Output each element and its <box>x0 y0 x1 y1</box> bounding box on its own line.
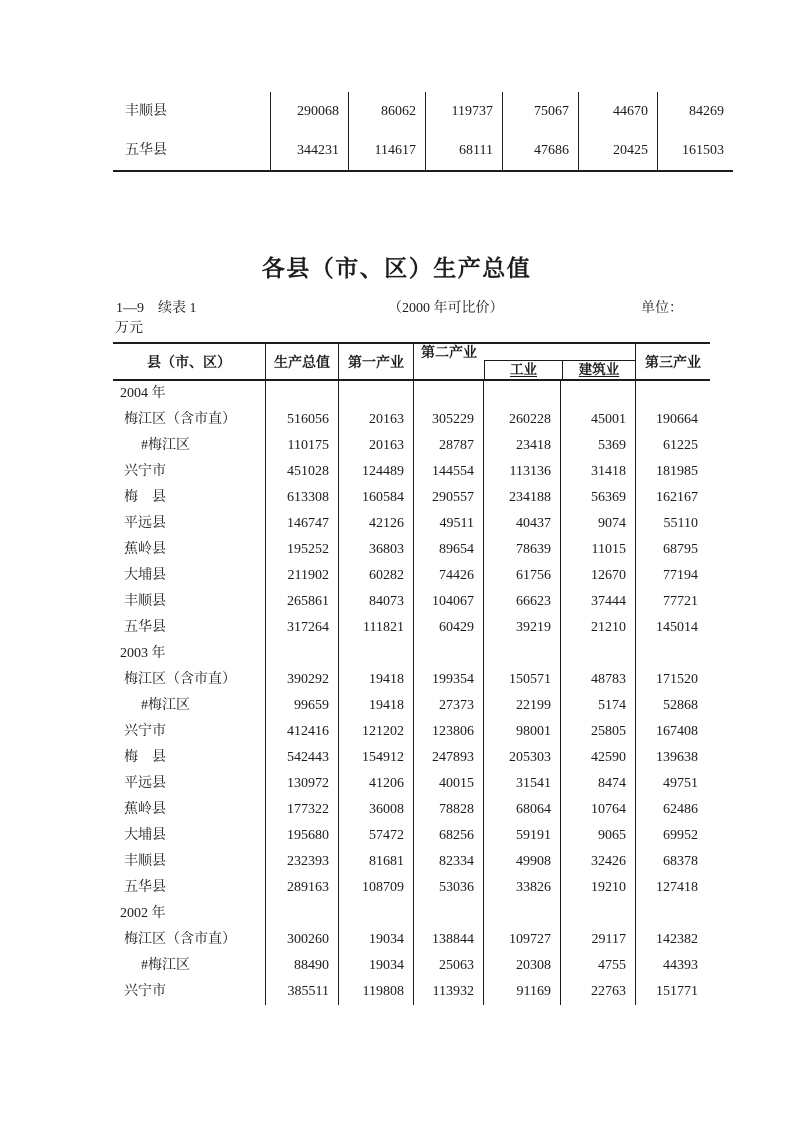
value-cell: 20163 <box>338 407 413 433</box>
value-cell <box>483 381 560 407</box>
value-cell: 39219 <box>483 615 560 641</box>
value-cell: 40437 <box>483 511 560 537</box>
value-cell: 91169 <box>483 979 560 1005</box>
value-cell: 124489 <box>338 459 413 485</box>
value-cell: 69952 <box>635 823 710 849</box>
region-cell: 梅江区（含市直） <box>124 932 236 947</box>
value-cell <box>635 381 710 407</box>
value-cell: 68378 <box>635 849 710 875</box>
value-cell: 12670 <box>560 563 635 589</box>
value-cell: 37444 <box>560 589 635 615</box>
value-cell <box>560 901 635 927</box>
header-gdp: 生产总值 <box>265 344 338 379</box>
table-row <box>113 485 710 511</box>
value-cell: 33826 <box>483 875 560 901</box>
region-cell: 梅江区（含市直） <box>124 672 236 687</box>
value-cell <box>560 381 635 407</box>
value-cell: 9074 <box>560 511 635 537</box>
value-cell: 9065 <box>560 823 635 849</box>
table-row <box>113 615 710 641</box>
value-cell: 48783 <box>560 667 635 693</box>
value-cell: 20425 <box>578 131 657 170</box>
value-cell: 139638 <box>635 745 710 771</box>
value-cell <box>338 901 413 927</box>
previous-table-body <box>113 92 733 170</box>
unit-label: 单位： <box>641 301 683 316</box>
value-cell: 451028 <box>265 459 338 485</box>
value-cell <box>413 901 483 927</box>
value-cell: 114617 <box>348 131 425 170</box>
value-cell: 21210 <box>560 615 635 641</box>
table-row <box>113 901 710 927</box>
table-row <box>113 953 710 979</box>
value-cell: 247893 <box>413 745 483 771</box>
value-cell: 190664 <box>635 407 710 433</box>
value-cell: 41206 <box>338 771 413 797</box>
value-cell: 151771 <box>635 979 710 1005</box>
header-region: 县（市、区） <box>147 355 231 371</box>
value-cell: 5369 <box>560 433 635 459</box>
value-cell: 84073 <box>338 589 413 615</box>
table-row <box>113 745 710 771</box>
table-row <box>113 719 710 745</box>
header-secondary-group <box>413 344 635 379</box>
region-cell: 大埔县 <box>124 568 166 583</box>
table-row <box>113 381 710 407</box>
value-cell: 61756 <box>483 563 560 589</box>
value-cell: 78639 <box>483 537 560 563</box>
value-cell: 68256 <box>413 823 483 849</box>
table-row <box>113 641 710 667</box>
value-cell: 25063 <box>413 953 483 979</box>
value-cell: 613308 <box>265 485 338 511</box>
value-cell: 138844 <box>413 927 483 953</box>
value-cell: 40015 <box>413 771 483 797</box>
region-cell: 2004 年 <box>120 386 166 401</box>
value-cell: 99659 <box>265 693 338 719</box>
value-cell <box>265 641 338 667</box>
value-cell: 300260 <box>265 927 338 953</box>
region-cell: 平远县 <box>124 516 166 531</box>
value-cell: 260228 <box>483 407 560 433</box>
value-cell: 77194 <box>635 563 710 589</box>
value-cell: 119737 <box>425 92 502 131</box>
value-cell: 89654 <box>413 537 483 563</box>
value-cell: 162167 <box>635 485 710 511</box>
value-cell: 305229 <box>413 407 483 433</box>
value-cell: 161503 <box>657 131 733 170</box>
value-cell: 123806 <box>413 719 483 745</box>
value-cell: 74426 <box>413 563 483 589</box>
table-row <box>113 511 710 537</box>
value-cell: 10764 <box>560 797 635 823</box>
value-cell <box>483 901 560 927</box>
table-row <box>113 92 733 131</box>
value-cell: 412416 <box>265 719 338 745</box>
value-cell: 81681 <box>338 849 413 875</box>
value-cell: 390292 <box>265 667 338 693</box>
value-cell: 60282 <box>338 563 413 589</box>
value-cell: 160584 <box>338 485 413 511</box>
value-cell: 36803 <box>338 537 413 563</box>
region-cell: 蕉岭县 <box>124 542 166 557</box>
value-cell: 25805 <box>560 719 635 745</box>
table-number: 1—9 续表 1 <box>116 301 197 316</box>
value-cell: 49751 <box>635 771 710 797</box>
value-cell: 36008 <box>338 797 413 823</box>
value-cell: 62486 <box>635 797 710 823</box>
value-cell: 53036 <box>413 875 483 901</box>
value-cell: 88490 <box>265 953 338 979</box>
value-cell: 5174 <box>560 693 635 719</box>
value-cell: 205303 <box>483 745 560 771</box>
region-cell: 梅 县 <box>124 750 166 765</box>
table-row <box>113 537 710 563</box>
value-cell: 29117 <box>560 927 635 953</box>
value-cell: 44670 <box>578 92 657 131</box>
header-construction: 建筑业 <box>562 361 635 379</box>
region-cell: 兴宁市 <box>124 724 166 739</box>
table-row <box>113 563 710 589</box>
value-cell: 516056 <box>265 407 338 433</box>
region-cell: 丰顺县 <box>124 854 166 869</box>
value-cell <box>413 641 483 667</box>
value-cell: 344231 <box>270 131 348 170</box>
table-row <box>113 589 710 615</box>
value-cell: 8474 <box>560 771 635 797</box>
value-cell: 11015 <box>560 537 635 563</box>
value-cell: 167408 <box>635 719 710 745</box>
value-cell: 542443 <box>265 745 338 771</box>
table-row <box>113 667 710 693</box>
value-cell: 57472 <box>338 823 413 849</box>
value-cell: 110175 <box>265 433 338 459</box>
value-cell <box>413 381 483 407</box>
table-body <box>113 381 710 1005</box>
value-cell: 55110 <box>635 511 710 537</box>
table-header <box>113 342 710 381</box>
value-cell: 113136 <box>483 459 560 485</box>
header-industry: 工业 <box>510 362 537 377</box>
value-cell: 19210 <box>560 875 635 901</box>
region-cell: #梅江区 <box>141 438 190 453</box>
region-cell: 兴宁市 <box>124 464 166 479</box>
value-cell <box>338 381 413 407</box>
value-cell: 154912 <box>338 745 413 771</box>
value-cell: 98001 <box>483 719 560 745</box>
value-cell: 68111 <box>425 131 502 170</box>
value-cell: 61225 <box>635 433 710 459</box>
unit-value: 万元 <box>115 321 143 336</box>
table-row <box>113 797 710 823</box>
value-cell: 22763 <box>560 979 635 1005</box>
value-cell <box>560 641 635 667</box>
value-cell: 52868 <box>635 693 710 719</box>
value-cell <box>483 641 560 667</box>
value-cell: 84269 <box>657 92 733 131</box>
value-cell: 27373 <box>413 693 483 719</box>
region-cell: 梅 县 <box>124 490 166 505</box>
value-cell: 59191 <box>483 823 560 849</box>
value-cell: 19418 <box>338 693 413 719</box>
value-cell: 265861 <box>265 589 338 615</box>
table-row <box>113 875 710 901</box>
region-cell: 丰顺县 <box>124 594 166 609</box>
table-row <box>113 407 710 433</box>
value-cell: 78828 <box>413 797 483 823</box>
region-cell: 大埔县 <box>124 828 166 843</box>
value-cell <box>635 641 710 667</box>
price-note: （2000 年可比价） <box>388 301 504 316</box>
value-cell: 20163 <box>338 433 413 459</box>
header-secondary: 第二产业 <box>421 346 477 361</box>
value-cell: 28787 <box>413 433 483 459</box>
table-row <box>113 823 710 849</box>
value-cell: 181985 <box>635 459 710 485</box>
value-cell: 75067 <box>502 92 578 131</box>
value-cell: 20308 <box>483 953 560 979</box>
value-cell: 142382 <box>635 927 710 953</box>
value-cell: 145014 <box>635 615 710 641</box>
header-tertiary: 第三产业 <box>635 344 710 379</box>
value-cell: 19034 <box>338 953 413 979</box>
value-cell: 121202 <box>338 719 413 745</box>
header-primary: 第一产业 <box>338 344 413 379</box>
value-cell: 19034 <box>338 927 413 953</box>
value-cell: 290557 <box>413 485 483 511</box>
region-cell: 蕉岭县 <box>124 802 166 817</box>
value-cell: 82334 <box>413 849 483 875</box>
value-cell: 290068 <box>270 92 348 131</box>
value-cell: 31418 <box>560 459 635 485</box>
value-cell <box>635 901 710 927</box>
value-cell: 317264 <box>265 615 338 641</box>
value-cell: 119808 <box>338 979 413 1005</box>
table-row <box>113 979 710 1005</box>
value-cell: 4755 <box>560 953 635 979</box>
table-row <box>113 849 710 875</box>
value-cell: 177322 <box>265 797 338 823</box>
table-row <box>113 459 710 485</box>
page-title: 各县（市、区）生产总值 <box>261 256 532 281</box>
value-cell: 130972 <box>265 771 338 797</box>
value-cell: 171520 <box>635 667 710 693</box>
value-cell: 108709 <box>338 875 413 901</box>
gdp-table <box>113 342 710 1005</box>
value-cell <box>265 901 338 927</box>
value-cell: 127418 <box>635 875 710 901</box>
table-row <box>113 433 710 459</box>
region-cell: 梅江区（含市直） <box>124 412 236 427</box>
value-cell: 23418 <box>483 433 560 459</box>
value-cell: 49511 <box>413 511 483 537</box>
value-cell <box>338 641 413 667</box>
value-cell: 86062 <box>348 92 425 131</box>
region-cell: #梅江区 <box>141 698 190 713</box>
value-cell: 32426 <box>560 849 635 875</box>
value-cell: 232393 <box>265 849 338 875</box>
value-cell: 19418 <box>338 667 413 693</box>
value-cell: 104067 <box>413 589 483 615</box>
value-cell: 68795 <box>635 537 710 563</box>
value-cell: 56369 <box>560 485 635 511</box>
value-cell: 45001 <box>560 407 635 433</box>
value-cell: 146747 <box>265 511 338 537</box>
value-cell: 44393 <box>635 953 710 979</box>
value-cell: 195680 <box>265 823 338 849</box>
value-cell: 195252 <box>265 537 338 563</box>
region-cell: 五华县 <box>124 620 166 635</box>
table-row <box>113 927 710 953</box>
value-cell: 42590 <box>560 745 635 771</box>
secondary-sub-header <box>484 360 635 379</box>
table-row <box>113 131 733 170</box>
value-cell: 234188 <box>483 485 560 511</box>
value-cell: 68064 <box>483 797 560 823</box>
previous-page-table <box>113 92 733 172</box>
value-cell <box>265 381 338 407</box>
value-cell: 289163 <box>265 875 338 901</box>
value-cell: 199354 <box>413 667 483 693</box>
region-cell: 五华县 <box>125 143 167 158</box>
region-cell: 平远县 <box>124 776 166 791</box>
value-cell: 77721 <box>635 589 710 615</box>
value-cell: 150571 <box>483 667 560 693</box>
value-cell: 385511 <box>265 979 338 1005</box>
table-row <box>113 693 710 719</box>
value-cell: 47686 <box>502 131 578 170</box>
region-cell: 2002 年 <box>120 906 166 921</box>
value-cell: 211902 <box>265 563 338 589</box>
value-cell: 113932 <box>413 979 483 1005</box>
value-cell: 31541 <box>483 771 560 797</box>
value-cell: 109727 <box>483 927 560 953</box>
value-cell: 49908 <box>483 849 560 875</box>
value-cell: 144554 <box>413 459 483 485</box>
table-row <box>113 771 710 797</box>
value-cell: 42126 <box>338 511 413 537</box>
region-cell: #梅江区 <box>141 958 190 973</box>
region-cell: 丰顺县 <box>125 104 167 119</box>
region-cell: 2003 年 <box>120 646 166 661</box>
value-cell: 66623 <box>483 589 560 615</box>
region-cell: 兴宁市 <box>124 984 166 999</box>
value-cell: 22199 <box>483 693 560 719</box>
value-cell: 111821 <box>338 615 413 641</box>
value-cell: 60429 <box>413 615 483 641</box>
region-cell: 五华县 <box>124 880 166 895</box>
